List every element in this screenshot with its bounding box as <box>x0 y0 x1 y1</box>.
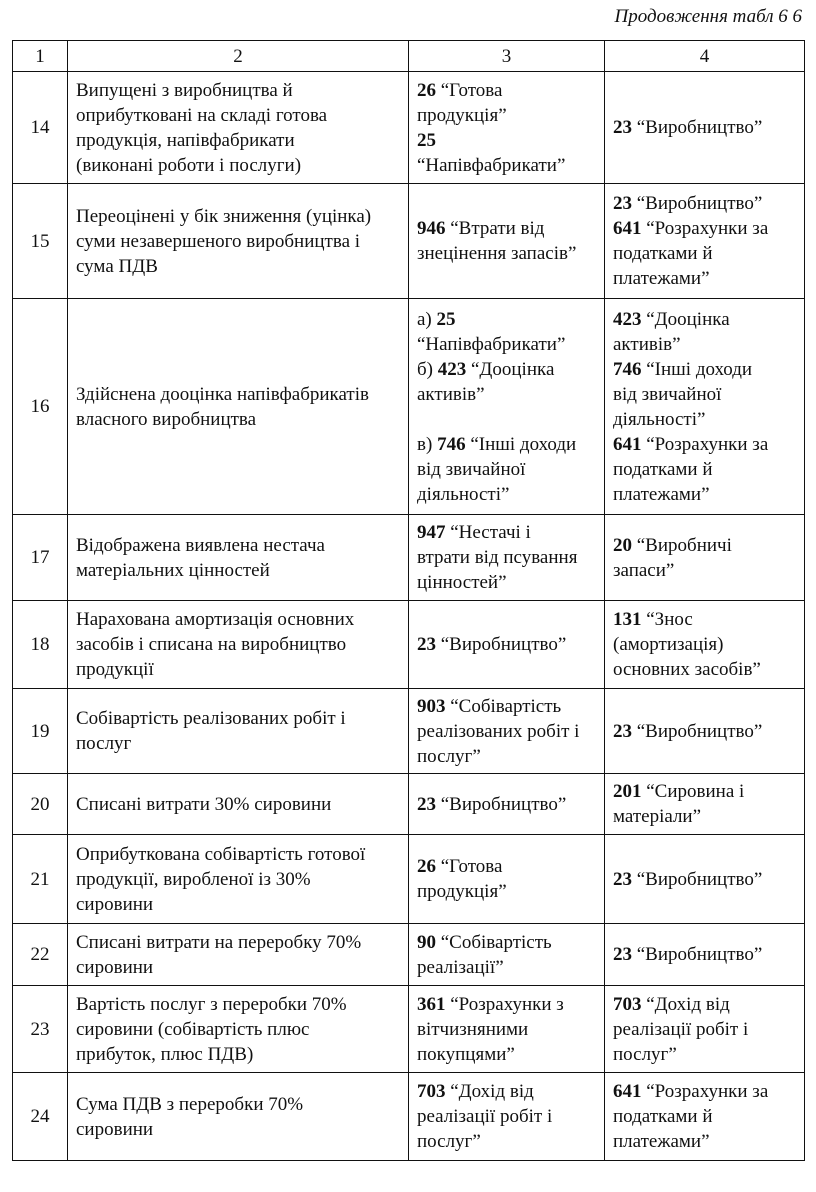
account-text: “Готова <box>436 79 503 101</box>
account-text: “Розрахунки за <box>641 218 769 239</box>
account-text: “Виробництво” <box>436 793 567 815</box>
credit-line <box>613 266 796 291</box>
debit-line <box>417 1017 596 1042</box>
account-number: 23 <box>613 117 632 138</box>
account-text: “Дохід від <box>641 993 730 1015</box>
debit-line <box>417 1042 596 1067</box>
account-text: послуг” <box>417 745 481 767</box>
account-number: 946 <box>417 218 446 239</box>
debit-line <box>417 545 596 570</box>
row-number: 16 <box>13 299 68 515</box>
account-text: матеріали” <box>613 806 702 827</box>
account-text: платежами” <box>613 1131 710 1152</box>
credit-line <box>613 382 796 407</box>
account-text: б) <box>417 358 438 380</box>
description-line: Оприбуткована собівартість готової <box>76 843 366 865</box>
credit-account <box>605 515 805 601</box>
account-text: послуг” <box>417 1131 481 1152</box>
account-number: 746 <box>613 358 642 380</box>
debit-line <box>417 792 596 817</box>
debit-line <box>417 78 596 103</box>
account-text: “Виробництво” <box>436 634 567 655</box>
operation-description <box>68 72 409 184</box>
description-line: сировини <box>76 1118 154 1140</box>
credit-line <box>613 1042 796 1067</box>
account-text: продукція” <box>417 881 507 902</box>
row-number: 18 <box>13 601 68 689</box>
account-text: реалізації робіт і <box>613 1018 749 1040</box>
account-text: “Дооцінка <box>466 358 555 380</box>
account-number: 703 <box>613 993 642 1015</box>
debit-account <box>409 184 605 299</box>
account-text: податками й <box>613 1106 713 1127</box>
credit-line <box>613 1017 796 1042</box>
account-text: основних засобів” <box>613 659 761 680</box>
account-text: від звичайної <box>613 383 722 405</box>
account-number: 25 <box>417 129 436 151</box>
account-text: активів” <box>417 383 485 405</box>
row-number: 17 <box>13 515 68 601</box>
table-body <box>13 72 805 1161</box>
account-text: реалізації” <box>417 956 504 978</box>
debit-line <box>417 930 596 955</box>
operation-description <box>68 835 409 924</box>
debit-account <box>409 601 605 689</box>
debit-line <box>417 520 596 545</box>
table-row <box>13 184 805 299</box>
description-line: Випущені з виробництва й <box>76 79 293 101</box>
account-text: податками й <box>613 458 713 480</box>
account-text: реалізованих робіт і <box>417 720 580 742</box>
debit-line <box>417 357 596 382</box>
debit-line <box>417 382 596 407</box>
description-line: Переоцінені у бік зниження (уцінка) <box>76 205 372 227</box>
operation-description <box>68 986 409 1073</box>
account-number: 641 <box>613 433 642 455</box>
header-col-1: 1 <box>13 41 68 72</box>
header-row <box>13 41 805 72</box>
operation-description <box>68 689 409 774</box>
table-row <box>13 1073 805 1161</box>
operation-description <box>68 515 409 601</box>
account-number: 703 <box>417 1081 446 1102</box>
description-line: Списані витрати 30% сировини <box>76 793 332 815</box>
account-number: 23 <box>613 868 632 890</box>
operation-description <box>68 924 409 986</box>
account-text: діяльності” <box>417 483 510 505</box>
description-line: матеріальних цінностей <box>76 559 270 581</box>
credit-line <box>613 332 796 357</box>
credit-line <box>613 307 796 332</box>
account-text: “Нестачі і <box>445 522 531 543</box>
debit-line <box>417 103 596 128</box>
description-line: власного виробництва <box>76 408 257 430</box>
debit-account <box>409 1073 605 1161</box>
row-number: 14 <box>13 72 68 184</box>
account-text: “Дохід від <box>445 1081 534 1102</box>
description-line: Відображена виявлена нестача <box>76 534 325 556</box>
account-number: 26 <box>417 79 436 101</box>
credit-account <box>605 72 805 184</box>
account-number: 23 <box>613 944 632 965</box>
account-text: платежами” <box>613 268 710 289</box>
table-row <box>13 986 805 1073</box>
account-text: “Собівартість <box>445 695 562 717</box>
table-row <box>13 515 805 601</box>
description-line: сировини <box>76 956 154 978</box>
account-text: “Виробництво” <box>632 117 763 138</box>
account-number: 201 <box>613 781 642 802</box>
credit-line <box>613 632 796 657</box>
description-line: Сума ПДВ з переробки 70% <box>76 1093 304 1115</box>
account-text: знецінення запасів” <box>417 243 577 264</box>
credit-line <box>613 779 796 804</box>
account-number: 947 <box>417 522 446 543</box>
account-text: “Інші доходи <box>641 358 753 380</box>
account-text: “Напівфабрикати” <box>417 154 566 176</box>
debit-line <box>417 694 596 719</box>
header-col-4: 4 <box>605 41 805 72</box>
description-line: продукції <box>76 659 154 680</box>
account-text <box>417 409 422 430</box>
table-row <box>13 774 805 835</box>
row-number: 21 <box>13 835 68 924</box>
credit-line <box>613 191 796 216</box>
debit-account <box>409 924 605 986</box>
credit-account <box>605 689 805 774</box>
credit-line <box>613 719 796 744</box>
description-line: суми незавершеного виробництва і <box>76 230 361 252</box>
account-text: “Виробництво” <box>632 944 763 965</box>
credit-line <box>613 115 796 140</box>
row-number: 15 <box>13 184 68 299</box>
description-line: продукції, виробленої із 30% <box>76 868 311 890</box>
account-text: платежами” <box>613 483 710 505</box>
account-text: “Дооцінка <box>641 308 730 330</box>
account-text: “Виробництво” <box>632 868 763 890</box>
description-line: Списані витрати на переробку 70% <box>76 931 362 953</box>
description-line: сировини (собівартість плюс <box>76 1018 310 1040</box>
credit-line <box>613 482 796 507</box>
debit-line <box>417 992 596 1017</box>
debit-line <box>417 332 596 357</box>
account-text: “Втрати від <box>445 218 545 239</box>
credit-account <box>605 184 805 299</box>
credit-line <box>613 357 796 382</box>
account-text: “Розрахунки з <box>445 993 564 1015</box>
description-line: продукція, напівфабрикати <box>76 129 295 151</box>
account-text: податками й <box>613 243 713 264</box>
operation-description <box>68 601 409 689</box>
debit-line <box>417 128 596 153</box>
operation-description <box>68 774 409 835</box>
account-number: 423 <box>437 358 467 380</box>
account-text: вітчизняними <box>417 1018 529 1040</box>
account-text: а) <box>417 308 437 330</box>
account-number: 746 <box>437 433 466 455</box>
account-text: “Напівфабрикати” <box>417 333 566 355</box>
debit-line <box>417 744 596 769</box>
debit-account <box>409 774 605 835</box>
description-line: Здійснена дооцінка напівфабрикатів <box>76 383 369 405</box>
account-text: “Виробничі <box>632 534 732 556</box>
table-row <box>13 601 805 689</box>
credit-line <box>613 992 796 1017</box>
operation-description <box>68 1073 409 1161</box>
debit-line <box>417 407 596 432</box>
account-text: продукція” <box>417 104 507 126</box>
account-number: 90 <box>417 931 436 953</box>
account-number: 641 <box>613 218 642 239</box>
credit-line <box>613 657 796 682</box>
description-line: сировини <box>76 893 154 915</box>
credit-line <box>613 457 796 482</box>
account-text: “Собівартість <box>436 931 552 953</box>
debit-line <box>417 1079 596 1104</box>
account-text: покупцями” <box>417 1043 515 1065</box>
account-text: цінностей” <box>417 572 507 593</box>
account-number: 26 <box>417 856 436 877</box>
description-line: Собівартість реалізованих робіт і <box>76 708 346 729</box>
debit-account <box>409 515 605 601</box>
credit-account <box>605 601 805 689</box>
credit-line <box>613 1104 796 1129</box>
debit-line <box>417 719 596 744</box>
account-text: “Розрахунки за <box>641 433 769 455</box>
account-number: 641 <box>613 1081 642 1102</box>
table-row <box>13 72 805 184</box>
debit-line <box>417 1104 596 1129</box>
row-number: 24 <box>13 1073 68 1161</box>
debit-line <box>417 955 596 980</box>
account-number: 23 <box>417 634 436 655</box>
account-text: “Інші доходи <box>465 433 577 455</box>
account-text: “Знос <box>641 609 693 630</box>
account-number: 23 <box>613 720 632 742</box>
credit-account <box>605 774 805 835</box>
table-row <box>13 835 805 924</box>
debit-line <box>417 457 596 482</box>
description-line: Нарахована амортизація основних <box>76 609 355 630</box>
row-number: 20 <box>13 774 68 835</box>
debit-line <box>417 216 596 241</box>
table-row <box>13 299 805 515</box>
account-number: 131 <box>613 609 642 630</box>
debit-line <box>417 153 596 178</box>
debit-line <box>417 432 596 457</box>
account-number: 903 <box>417 695 446 717</box>
description-line: засобів і списана на виробництво <box>76 634 347 655</box>
credit-line <box>613 533 796 558</box>
account-text: діяльності” <box>613 408 706 430</box>
account-text: запаси” <box>613 559 675 581</box>
credit-account <box>605 924 805 986</box>
debit-line <box>417 570 596 595</box>
account-text: “Розрахунки за <box>641 1081 769 1102</box>
credit-line <box>613 216 796 241</box>
account-number: 423 <box>613 308 642 330</box>
account-text: “Виробництво” <box>632 193 763 214</box>
account-text: реалізації робіт і <box>417 1106 553 1127</box>
account-text: в) <box>417 433 438 455</box>
credit-line <box>613 867 796 892</box>
operation-description <box>68 299 409 515</box>
account-text: послуг” <box>613 1043 677 1065</box>
credit-line <box>613 1079 796 1104</box>
row-number: 19 <box>13 689 68 774</box>
journal-table <box>12 40 805 1161</box>
credit-line <box>613 942 796 967</box>
account-number: 25 <box>436 308 456 330</box>
debit-line <box>417 854 596 879</box>
credit-line <box>613 804 796 829</box>
table-caption: Продовження табл 6 6 <box>614 6 802 27</box>
credit-line <box>613 432 796 457</box>
description-line: сума ПДВ <box>76 255 158 277</box>
account-text: активів” <box>613 333 681 355</box>
credit-account <box>605 1073 805 1161</box>
debit-line <box>417 1129 596 1154</box>
credit-account <box>605 835 805 924</box>
account-text: “Готова <box>436 856 503 877</box>
credit-line <box>613 241 796 266</box>
account-text: втрати від псування <box>417 547 578 568</box>
debit-line <box>417 241 596 266</box>
credit-line <box>613 1129 796 1154</box>
credit-line <box>613 558 796 583</box>
credit-account <box>605 299 805 515</box>
account-number: 23 <box>417 793 436 815</box>
debit-line <box>417 482 596 507</box>
header-col-3: 3 <box>409 41 605 72</box>
credit-line <box>613 607 796 632</box>
account-text: “Сировина і <box>641 781 745 802</box>
description-line: Вартість послуг з переробки 70% <box>76 993 347 1015</box>
account-text: (амортизація) <box>613 634 724 655</box>
debit-line <box>417 307 596 332</box>
operation-description <box>68 184 409 299</box>
account-text: від звичайної <box>417 458 526 480</box>
table-row <box>13 689 805 774</box>
debit-account <box>409 689 605 774</box>
debit-account <box>409 72 605 184</box>
description-line: прибуток, плюс ПДВ) <box>76 1043 254 1065</box>
credit-line <box>613 407 796 432</box>
description-line: послуг <box>76 733 132 754</box>
credit-account <box>605 986 805 1073</box>
row-number: 23 <box>13 986 68 1073</box>
debit-line <box>417 879 596 904</box>
header-col-2: 2 <box>68 41 409 72</box>
account-text: “Виробництво” <box>632 720 763 742</box>
row-number: 22 <box>13 924 68 986</box>
debit-account <box>409 835 605 924</box>
debit-account <box>409 299 605 515</box>
account-number: 20 <box>613 534 632 556</box>
debit-line <box>417 632 596 657</box>
description-line: оприбутковані на складі готова <box>76 104 328 126</box>
account-number: 23 <box>613 193 632 214</box>
account-number: 361 <box>417 993 446 1015</box>
debit-account <box>409 986 605 1073</box>
description-line: (виконані роботи і послуги) <box>76 154 302 176</box>
table-row <box>13 924 805 986</box>
